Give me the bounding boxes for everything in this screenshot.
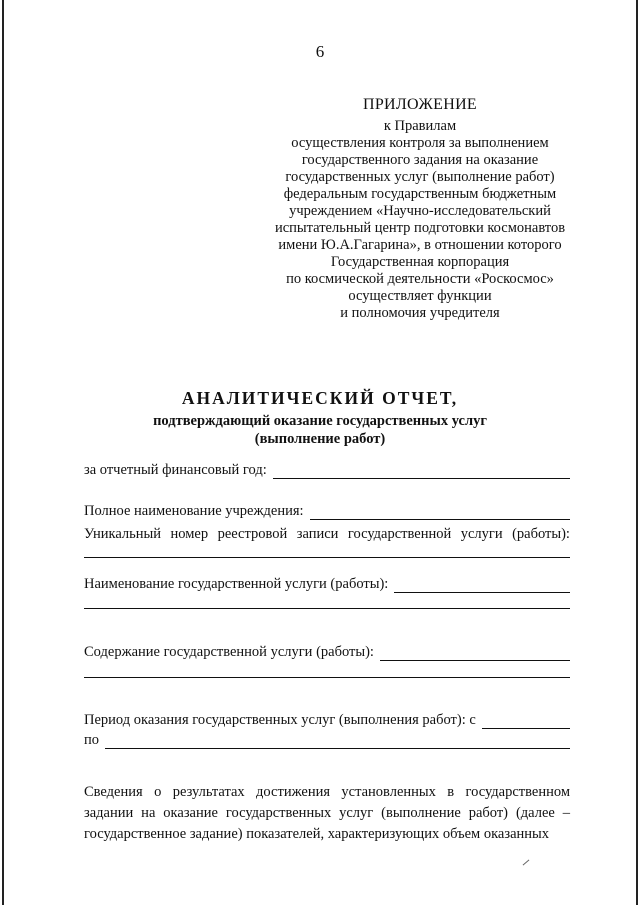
report-subtitle-line2: (выполнение работ) <box>254 431 386 447</box>
registry-word: реестровой <box>217 526 288 542</box>
appendix-line: испытательный центр подготовки космонавтов <box>274 220 566 236</box>
appendix-line: государственного задания на оказание <box>301 152 539 168</box>
page-left-edge <box>2 0 4 905</box>
service-name-blank[interactable] <box>394 578 570 593</box>
service-content-blank-2[interactable] <box>84 677 570 678</box>
fiscal-year-field <box>84 462 570 479</box>
period-from-field <box>84 712 570 729</box>
report-subtitle <box>0 412 640 448</box>
registry-number-blank[interactable] <box>84 557 570 558</box>
report-subtitle-line1: подтверждающий оказание государственных услуг <box>153 413 487 429</box>
period-from-label: Период оказания государственных услуг (выполнения работ): с <box>84 712 476 728</box>
registry-word: услуги <box>460 526 503 542</box>
fiscal-year-blank[interactable] <box>273 464 570 479</box>
appendix-line: к Правилам <box>383 118 457 134</box>
full-name-field <box>84 503 570 520</box>
appendix-line: федеральным государственным бюджетным <box>283 186 557 202</box>
full-name-blank[interactable] <box>310 505 570 520</box>
registry-word: Уникальный <box>84 526 162 542</box>
report-title: АНАЛИТИЧЕСКИЙ ОТЧЕТ, <box>181 388 459 408</box>
service-name-blank-2[interactable] <box>84 608 570 609</box>
appendix-line: государственных услуг (выполнение работ) <box>285 169 555 185</box>
appendix-line: имени Ю.А.Гагарина», в отношении которого <box>278 237 562 253</box>
stray-mark <box>523 860 530 866</box>
appendix-line: и полномочия учредителя <box>340 305 500 321</box>
period-to-field <box>84 732 570 749</box>
appendix-heading: ПРИЛОЖЕНИЕ <box>362 96 477 113</box>
period-to-blank[interactable] <box>105 734 570 749</box>
page-number: 6 <box>315 42 325 61</box>
appendix-line: осуществления контроля за выполнением <box>291 135 549 151</box>
registry-word: государственной <box>347 526 452 542</box>
registry-word: номер <box>170 526 209 542</box>
appendix-line: по космической деятельности «Роскосмос» <box>286 271 554 287</box>
full-name-label: Полное наименование учреждения: <box>84 503 304 519</box>
registry-number-field <box>84 526 570 543</box>
results-paragraph: Сведения о результатах достижения установленных в государственном задании на оказание государственных услуг (выполнение работ) (далее – государственное задание) показателей, характеризующих объем оказанных <box>84 784 570 842</box>
registry-word: записи <box>296 526 339 542</box>
period-to-label: по <box>84 732 100 748</box>
appendix-block <box>270 96 570 322</box>
appendix-line: учреждением «Научно-исследовательский <box>289 203 551 219</box>
appendix-line: осуществляет функции <box>348 288 492 304</box>
appendix-line: Государственная корпорация <box>330 254 510 270</box>
period-from-blank[interactable] <box>482 714 570 729</box>
registry-word: (работы): <box>512 526 570 542</box>
fiscal-year-label: за отчетный финансовый год: <box>84 462 267 478</box>
service-content-blank[interactable] <box>380 646 570 661</box>
service-content-field <box>84 644 570 661</box>
service-name-field <box>84 576 570 593</box>
service-name-label: Наименование государственной услуги (работы): <box>84 576 389 592</box>
page-right-edge <box>636 0 638 905</box>
service-content-label: Содержание государственной услуги (работы): <box>84 644 374 660</box>
